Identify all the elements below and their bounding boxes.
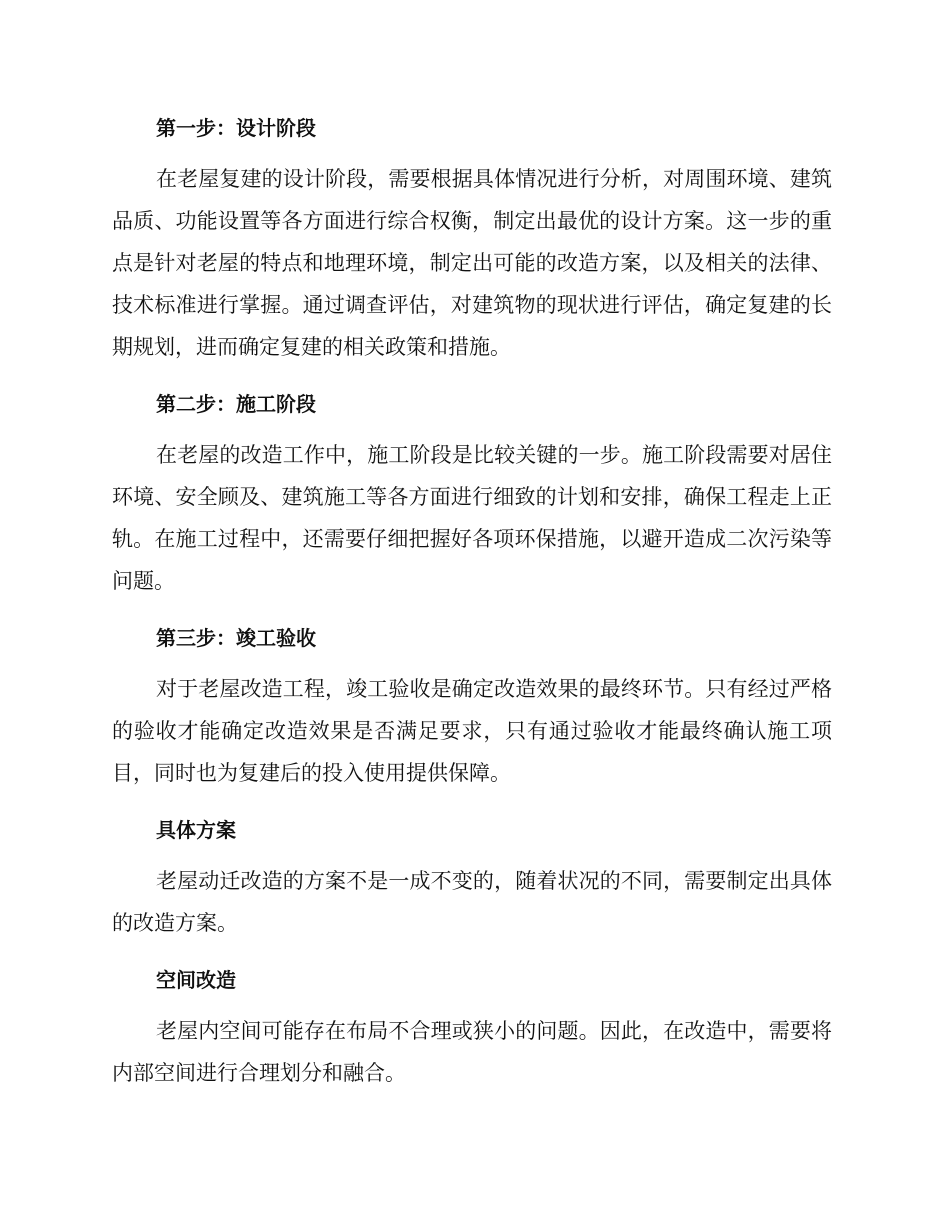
section-heading-acceptance: 第三步：竣工验收	[156, 626, 316, 650]
section-heading-plan: 具体方案	[156, 818, 236, 842]
section-body-acceptance: 对于老屋改造工程，竣工验收是确定改造效果的最终环节。只有经过严格的验收才能确定改造效果是否满足要求，只有通过验收才能最终确认施工项目，同时也为复建后的投入使用提供保障。	[112, 677, 832, 785]
section-heading-construction: 第二步：施工阶段	[156, 392, 316, 416]
section-heading-design: 第一步：设计阶段	[156, 116, 316, 140]
document-page	[112, 108, 832, 1110]
section-body-space: 老屋内空间可能存在布局不合理或狭小的问题。因此，在改造中，需要将内部空间进行合理划分和融合。	[112, 1019, 832, 1085]
section-body-construction: 在老屋的改造工作中，施工阶段是比较关键的一步。施工阶段需要对居住环境、安全顾及、建筑施工等各方面进行细致的计划和安排，确保工程走上正轨。在施工过程中，还需要仔细把握好各项环保措施，以避开造成二次污染等问题。	[112, 443, 832, 593]
section-body-design: 在老屋复建的设计阶段，需要根据具体情况进行分析，对周围环境、建筑品质、功能设置等各方面进行综合权衡，制定出最优的设计方案。这一步的重点是针对老屋的特点和地理环境，制定出可能的改造方案，以及相关的法律、技术标准进行掌握。通过调查评估，对建筑物的现状进行评估，确定复建的长期规划，进而确定复建的相关政策和措施。	[112, 167, 832, 359]
section-heading-space: 空间改造	[156, 968, 236, 992]
section-body-plan: 老屋动迁改造的方案不是一成不变的，随着状况的不同，需要制定出具体的改造方案。	[112, 869, 832, 935]
